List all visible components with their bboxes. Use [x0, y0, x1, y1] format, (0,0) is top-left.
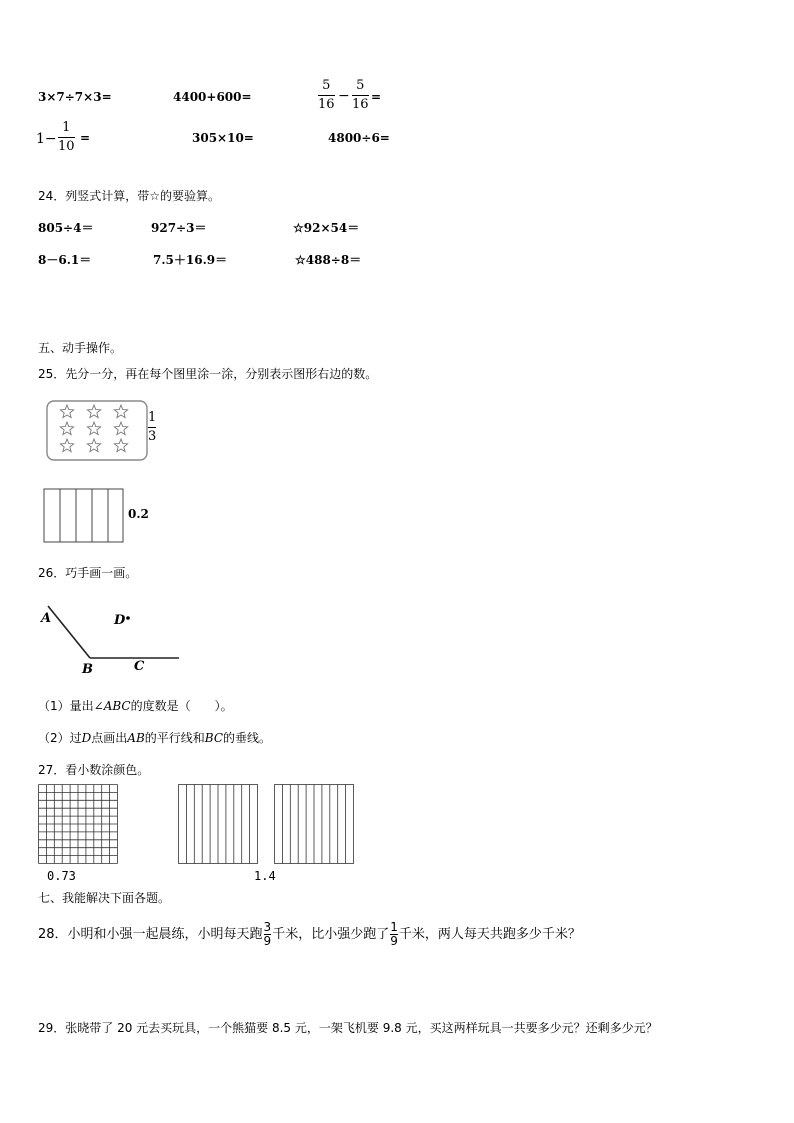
one-minus: 1− — [36, 131, 57, 147]
fraction-1-10: 1 10 — [58, 120, 75, 154]
q29-text: 29．张晓带了 20 元去买玩具，一个熊猫要 8.5 元，一架飞机要 9.8 元，买这两样玩具一共要多少元？还剩多少元？ — [38, 1021, 658, 1035]
star-icon — [87, 405, 100, 418]
equals-sign-2: = — [80, 131, 91, 145]
section-5-title: 五、动手操作。 — [38, 341, 123, 355]
minus-sign: − — [338, 88, 350, 104]
q24-expr-3: ☆92×54＝ — [293, 221, 360, 235]
star-icon — [60, 405, 73, 418]
fraction-5-16-a: 5 16 — [318, 78, 335, 112]
label-c: C — [134, 659, 145, 674]
star-icon — [114, 422, 127, 435]
star-icon — [60, 439, 73, 452]
star-icon — [87, 422, 100, 435]
expr-4800: 4800÷6= — [328, 131, 390, 145]
equals-sign: = — [371, 90, 382, 104]
star-box-figure — [44, 398, 152, 464]
q24-expr-2: 927÷3＝ — [151, 221, 207, 235]
fraction-1-9: $\frac{1}{9}$ — [390, 920, 398, 948]
fraction-1-3: 1 3 — [148, 410, 157, 444]
q28-text: 28．小明和小强一起晨练，小明每天跑 $\frac{3}{9}$ 千米，比小强少跑了 $\frac{1}{9}$ 千米，两人每天共跑多少千米？ — [38, 920, 581, 948]
expr-3x7: 3×7÷7×3= — [38, 90, 112, 104]
angle-figure — [38, 596, 188, 680]
q24-expr-5: 7.5＋16.9＝ — [153, 253, 228, 267]
q27-title: 27．看小数涂颜色。 — [38, 763, 150, 777]
star-icon — [60, 422, 73, 435]
star-icon — [114, 439, 127, 452]
hundred-grid — [38, 784, 118, 864]
label-0-73: 0.73 — [47, 869, 76, 883]
q26-sub1: （1）量出∠ABC的度数是（ ）。 — [38, 699, 233, 713]
q26-title: 26．巧手画一画。 — [38, 566, 138, 580]
expr-4400: 4400+600= — [173, 90, 252, 104]
q25-title: 25．先分一分，再在每个图里涂一涂，分别表示图形右边的数。 — [38, 367, 378, 381]
q26-sub2: （2）过D点画出AB的平行线和BC的垂线。 — [38, 731, 272, 745]
q24-expr-4: 8－6.1＝ — [38, 253, 92, 267]
rect-label: 0.2 — [128, 507, 149, 521]
tenths-strip-2 — [274, 784, 354, 864]
label-b: B — [82, 662, 93, 677]
q24-expr-1: 805÷4＝ — [38, 221, 94, 235]
point-d-dot — [126, 616, 130, 620]
label-d: D — [114, 613, 126, 628]
label-a: A — [41, 611, 52, 626]
q24-title: 24．列竖式计算，带☆的要验算。 — [38, 189, 221, 203]
star-icon — [114, 405, 127, 418]
label-1-4: 1.4 — [254, 869, 276, 883]
fraction-3-9: $\frac{3}{9}$ — [263, 920, 272, 948]
expr-305x10: 305×10= — [192, 131, 254, 145]
tenths-strip-1 — [178, 784, 258, 864]
q24-expr-6: ☆488÷8＝ — [295, 253, 362, 267]
five-part-rectangle — [43, 488, 125, 544]
fraction-5-16-b: 5 16 — [352, 78, 369, 112]
section-7-title: 七、我能解决下面各题。 — [38, 891, 171, 905]
star-icon — [87, 439, 100, 452]
